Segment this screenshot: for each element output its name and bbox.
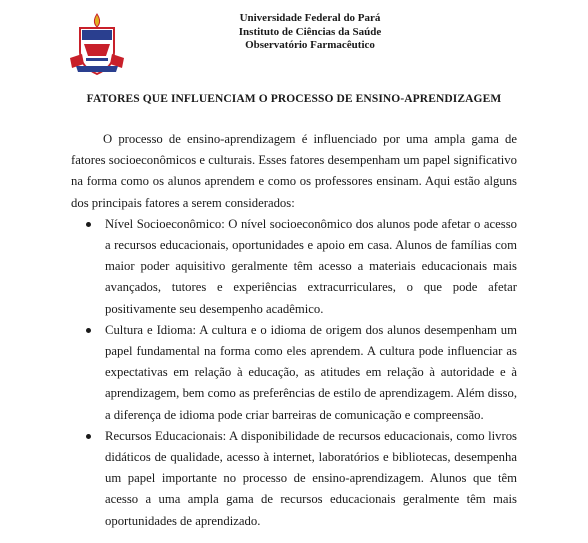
- list-item-text: Cultura e Idioma: A cultura e o idioma de origem dos alunos desempenham um papel fundamental na forma como eles aprendem. A cultura pode influenciar as expectativas em relação à educação, as atitudes em relação à autoridade e à aprendizagem, bem como as preferências de estilo de aprendizagem. Além disso, a diferença de idioma pode criar barreiras de comunicação e compreensão.: [105, 322, 517, 422]
- list-item: [71, 214, 517, 320]
- bullet-icon: [86, 222, 91, 227]
- bullet-icon: [86, 434, 91, 439]
- observatory-name: Observatório Farmacêutico: [245, 39, 375, 51]
- university-name: Universidade Federal do Pará: [239, 12, 381, 24]
- list-item: [71, 320, 517, 426]
- document-title: FATORES QUE INFLUENCIAM O PROCESSO DE ENSINO-APRENDIZAGEM: [86, 93, 502, 105]
- factors-list: [71, 214, 517, 532]
- institute-name: Instituto de Ciências da Saúde: [238, 25, 382, 38]
- list-item-text: Nível Socioeconômico: O nível socioeconômico dos alunos pode afetar o acesso a recursos educacionais, oportunidades e apoio em casa. Alunos de famílias com maior poder aquisitivo geralmente têm acesso a materiais educacionais mais avançados, tutores e experiências extracurriculares, o que pode afetar positivamente seu desempenho acadêmico.: [105, 216, 517, 316]
- document-header: [190, 12, 430, 53]
- document-body: [71, 129, 517, 532]
- bullet-icon: [86, 328, 91, 333]
- university-logo-icon: [66, 12, 128, 78]
- list-item: [71, 426, 517, 532]
- intro-paragraph: O processo de ensino-aprendizagem é influenciado por uma ampla gama de fatores socioeconômicos e culturais. Esses fatores desempenham um papel significativo na forma como os alunos aprendem e como os professores ensinam. Aqui estão alguns dos principais fatores a serem considerados:: [71, 132, 517, 210]
- list-item-text: Recursos Educacionais: A disponibilidade de recursos educacionais, como livros didáticos de qualidade, acesso à internet, laboratórios e bibliotecas, desempenha um papel importante no processo de ensino-aprendizagem. Alunos que têm acesso a uma ampla gama de recursos educacionais geralmente têm mais oportunidades de aprendizado.: [105, 428, 517, 528]
